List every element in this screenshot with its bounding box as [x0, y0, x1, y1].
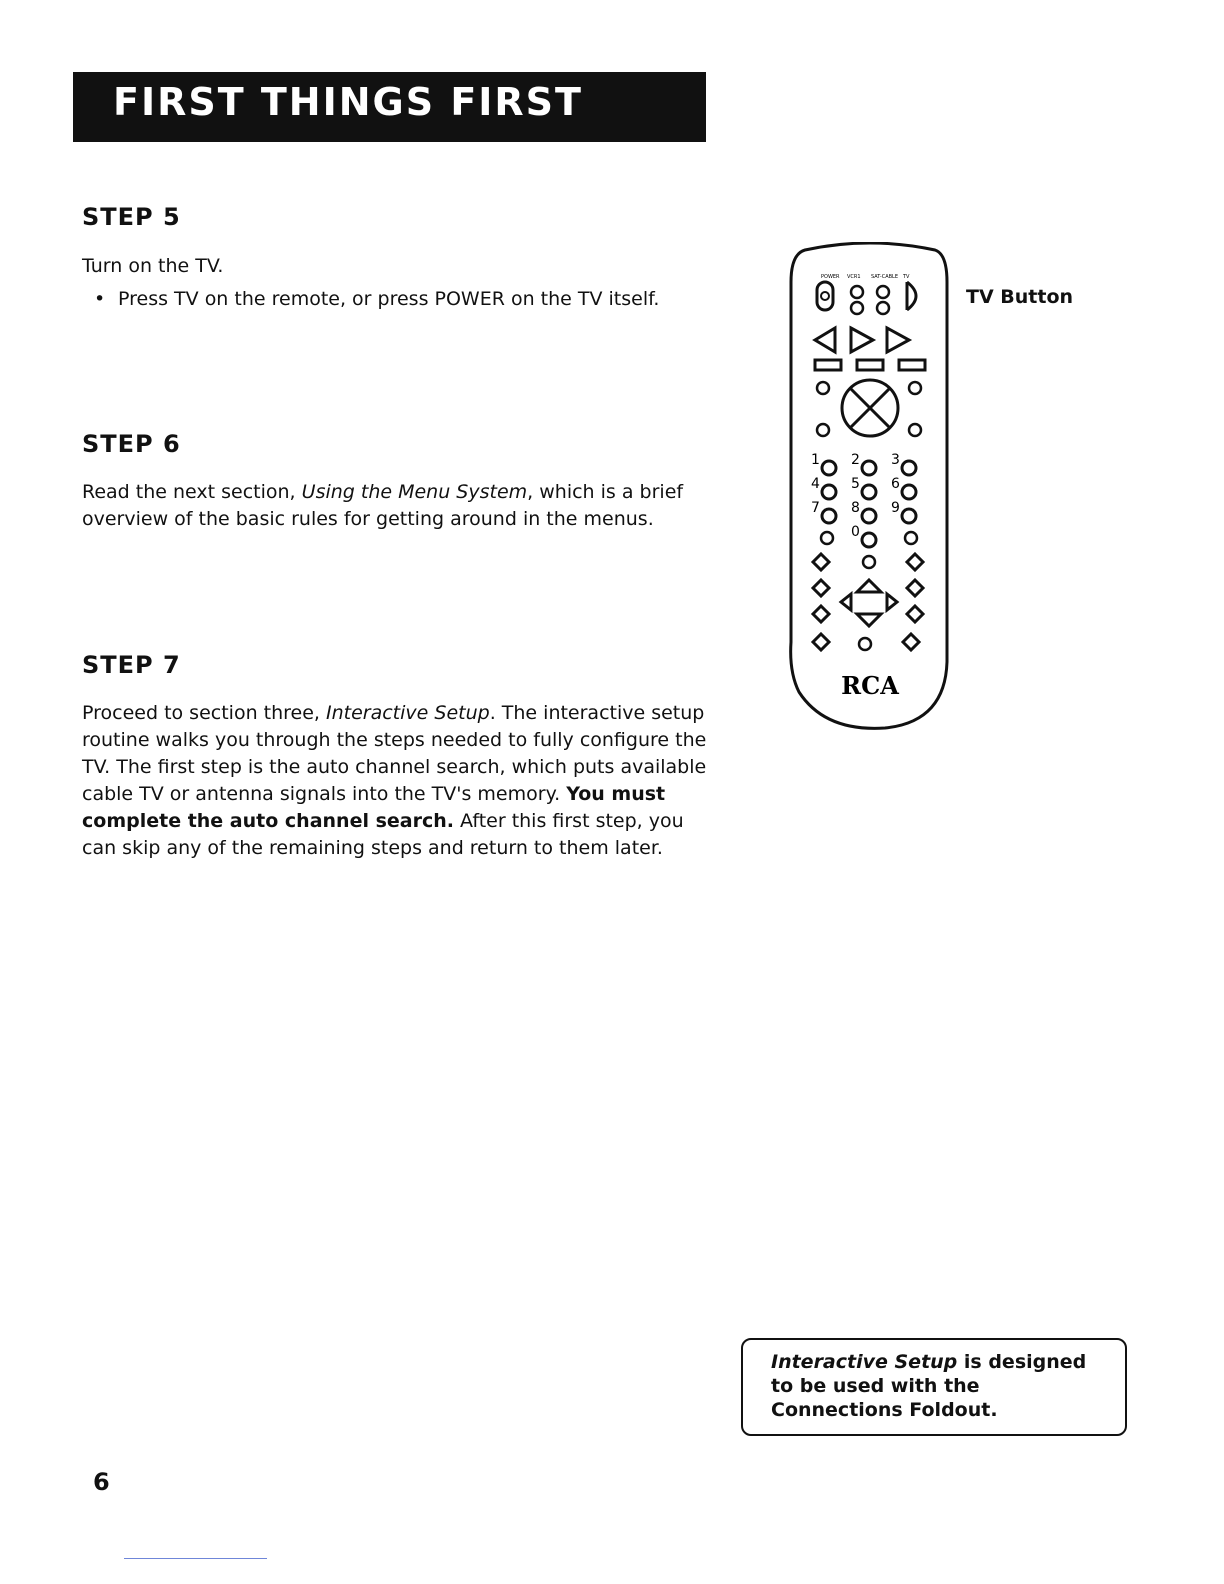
note-text: is designed to be used with the Connections Foldout.: [771, 1351, 1087, 1421]
tv-button-label: TV Button: [966, 286, 1074, 308]
section-banner: [73, 72, 706, 142]
step7-section-title: Interactive Setup: [326, 702, 490, 724]
page-number: 6: [93, 1468, 110, 1496]
digit-9: 9: [891, 500, 900, 516]
step7-text-2: . The interactive setup routine walks you through the steps needed to fully configure the TV. The first step is the auto channel search, which puts available cable TV or antenna signals into the TV's memory.: [82, 702, 707, 805]
digit-2: 2: [851, 452, 860, 468]
step6-heading: STEP 6: [82, 430, 181, 458]
step7-heading: STEP 7: [82, 651, 181, 679]
label-power: POWER: [821, 274, 840, 280]
digit-7: 7: [811, 500, 820, 516]
step7-text-1: Proceed to section three,: [82, 702, 326, 724]
label-tv: TV: [903, 274, 910, 280]
step6-text-after: , which is a brief overview of the basic rules for getting around in the menus.: [82, 481, 684, 530]
digit-1: 1: [811, 452, 820, 468]
step7-warning: You must complete the auto channel search.: [82, 783, 666, 832]
digit-5: 5: [851, 476, 860, 492]
digit-4: 4: [811, 476, 820, 492]
footer-rule: [124, 1558, 267, 1559]
step5-heading: STEP 5: [82, 203, 181, 231]
remote-control-icon: [785, 242, 955, 732]
note-setup-title: Interactive Setup: [771, 1351, 958, 1373]
note-box: [741, 1338, 1127, 1436]
digit-0: 0: [851, 524, 860, 540]
digit-8: 8: [851, 500, 860, 516]
step5-bullet: [94, 286, 659, 313]
remote-brand: RCA: [841, 671, 899, 700]
step7-text-3: After this first step, you can skip any of the remaining steps and return to them later.: [82, 810, 684, 859]
step5-bullet-text: Press TV on the remote, or press POWER on the TV itself.: [118, 288, 660, 310]
remote-illustration: [785, 242, 955, 732]
bullet-icon: •: [94, 288, 106, 310]
label-sat-cable: SAT-CABLE: [871, 274, 898, 280]
step5-intro: Turn on the TV.: [82, 255, 224, 277]
step7-paragraph: [82, 700, 708, 862]
label-vcr1: VCR1: [847, 274, 861, 280]
section-title: FIRST THINGS FIRST: [113, 80, 583, 124]
step6-paragraph: [82, 479, 692, 533]
digit-6: 6: [891, 476, 900, 492]
step6-text-before: Read the next section,: [82, 481, 302, 503]
step6-menu-title: Using the Menu System: [301, 481, 528, 503]
digit-3: 3: [891, 452, 900, 468]
